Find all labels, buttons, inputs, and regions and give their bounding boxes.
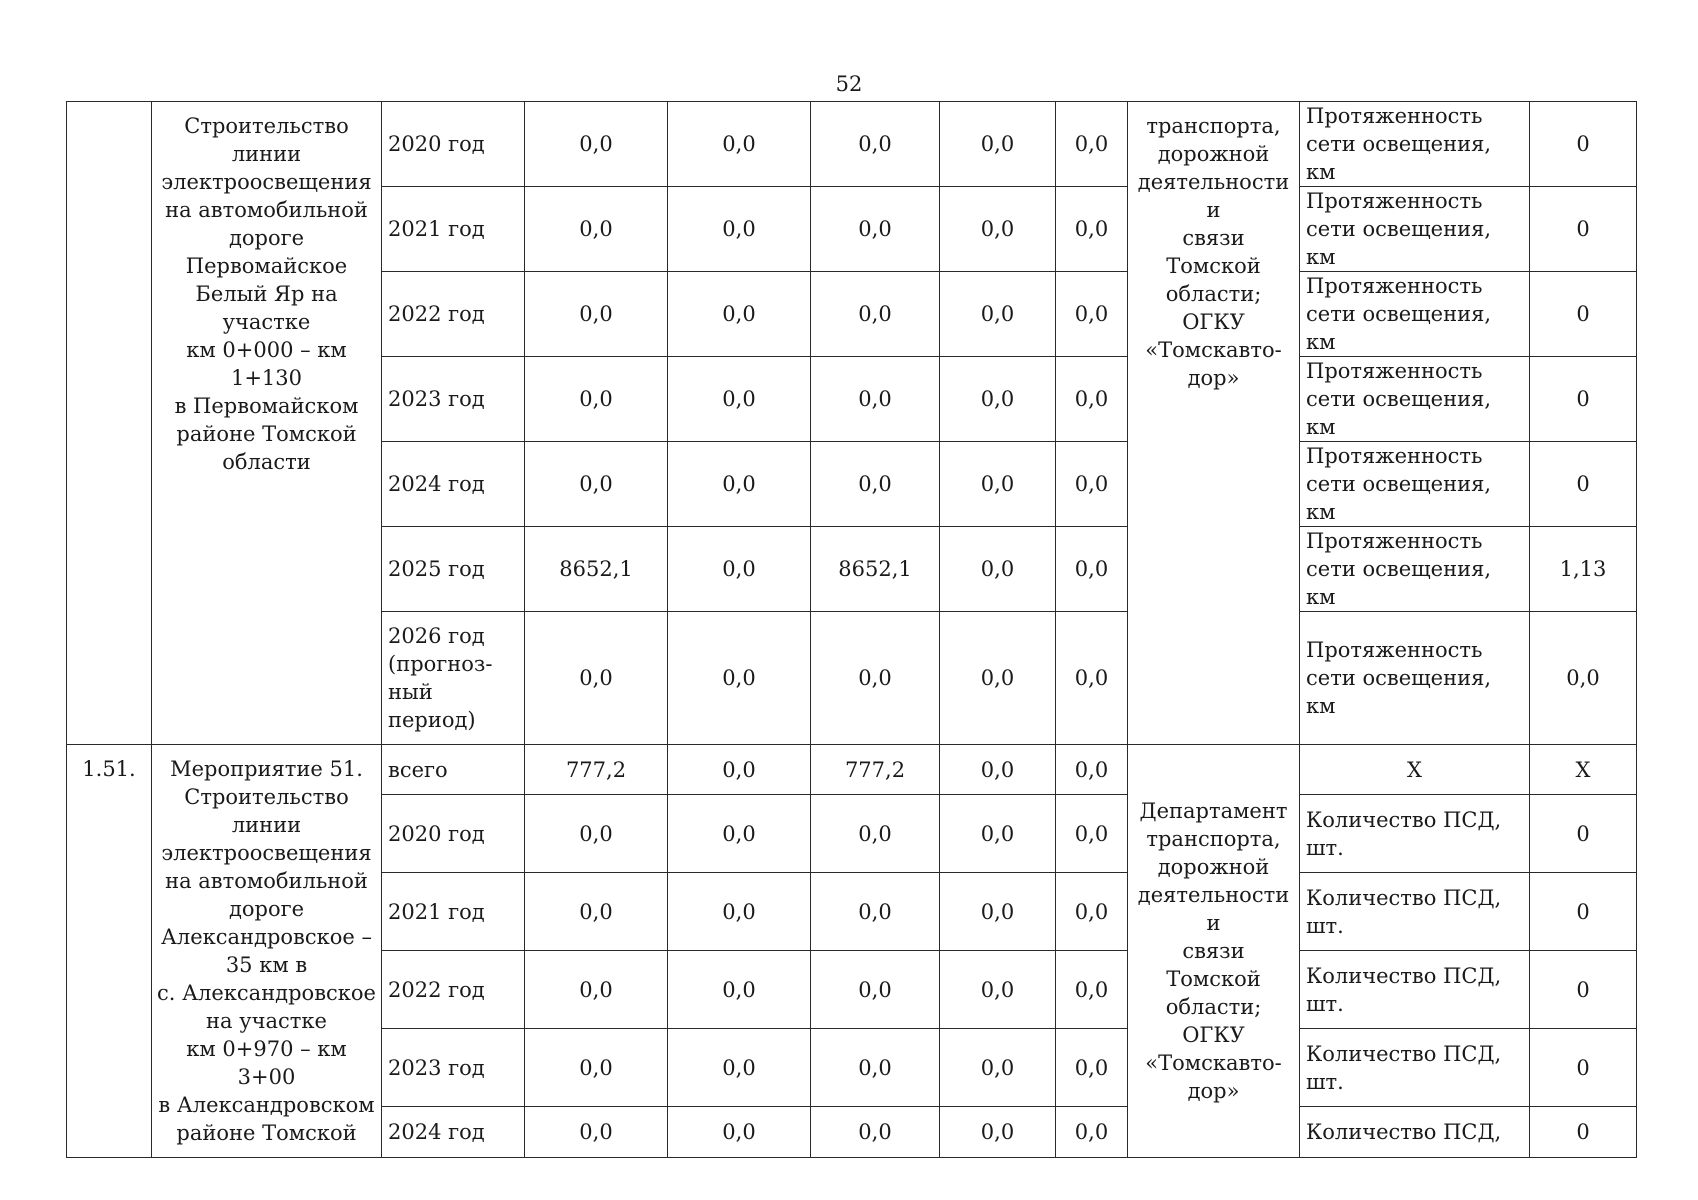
value-cell: 0,0: [525, 612, 668, 745]
executor-cell: транспорта, дорожной деятельности и связи Томской области; ОГКУ «Томскавто- дор»: [1128, 102, 1300, 745]
value-cell: 0,0: [668, 612, 811, 745]
value-cell: 0,0: [1056, 795, 1128, 873]
value-cell: 0,0: [811, 1107, 940, 1158]
year-cell: 2020 год: [382, 795, 525, 873]
year-cell: 2020 год: [382, 102, 525, 187]
value-cell: 0,0: [811, 272, 940, 357]
value-cell: 0,0: [525, 102, 668, 187]
indicator-value-cell: 0: [1530, 272, 1637, 357]
value-cell: 0,0: [1056, 527, 1128, 612]
value-cell: 0,0: [811, 187, 940, 272]
value-cell: 0,0: [668, 745, 811, 795]
year-cell: 2024 год: [382, 1107, 525, 1158]
value-cell: 0,0: [940, 951, 1056, 1029]
value-cell: 0,0: [940, 795, 1056, 873]
value-cell: 0,0: [1056, 1107, 1128, 1158]
measure-name-cell: Мероприятие 51. Строительство линии электроосвещения на автомобильной дороге Александровское – 35 км в с. Александровское на участке км 0+970 – км 3+00 в Александровском районе Томской: [152, 745, 382, 1158]
value-cell: 0,0: [668, 951, 811, 1029]
value-cell: 777,2: [811, 745, 940, 795]
value-cell: 0,0: [811, 612, 940, 745]
indicator-value-cell: 0,0: [1530, 612, 1637, 745]
indicator-cell: Протяженность сети освещения, км: [1300, 187, 1530, 272]
indicator-cell: Протяженность сети освещения, км: [1300, 357, 1530, 442]
value-cell: 0,0: [811, 442, 940, 527]
indicator-value-cell: 1,13: [1530, 527, 1637, 612]
indicator-cell: Количество ПСД, шт.: [1300, 1029, 1530, 1107]
indicator-cell: Количество ПСД, шт.: [1300, 795, 1530, 873]
year-cell: 2021 год: [382, 187, 525, 272]
measure-name-cell: Строительство линии электроосвещения на автомобильной дороге Первомайское Белый Яр на участке км 0+000 – км 1+130 в Первомайском районе Томской области: [152, 102, 382, 745]
program-table: [66, 101, 1637, 1158]
value-cell: 0,0: [1056, 357, 1128, 442]
value-cell: 0,0: [668, 102, 811, 187]
year-cell: 2023 год: [382, 357, 525, 442]
indicator-value-cell: 0: [1530, 1107, 1637, 1158]
value-cell: 8652,1: [525, 527, 668, 612]
value-cell: 0,0: [525, 272, 668, 357]
value-cell: 0,0: [940, 357, 1056, 442]
indicator-cell: Количество ПСД,: [1300, 1107, 1530, 1158]
value-cell: 0,0: [940, 873, 1056, 951]
value-cell: 0,0: [668, 1107, 811, 1158]
indicator-value-cell: 0: [1530, 873, 1637, 951]
value-cell: 0,0: [525, 357, 668, 442]
value-cell: 0,0: [811, 873, 940, 951]
indicator-value-cell: 0: [1530, 187, 1637, 272]
indicator-cell: Количество ПСД, шт.: [1300, 951, 1530, 1029]
year-cell: 2025 год: [382, 527, 525, 612]
value-cell: 0,0: [1056, 1029, 1128, 1107]
value-cell: 0,0: [525, 442, 668, 527]
indicator-cell: Протяженность сети освещения, км: [1300, 527, 1530, 612]
value-cell: 0,0: [940, 745, 1056, 795]
value-cell: 0,0: [940, 272, 1056, 357]
value-cell: 0,0: [668, 527, 811, 612]
value-cell: 0,0: [1056, 873, 1128, 951]
value-cell: 777,2: [525, 745, 668, 795]
value-cell: 0,0: [668, 1029, 811, 1107]
year-cell: всего: [382, 745, 525, 795]
table-row: [67, 745, 1637, 795]
value-cell: 0,0: [525, 951, 668, 1029]
value-cell: 0,0: [940, 102, 1056, 187]
indicator-cell: Протяженность сети освещения, км: [1300, 442, 1530, 527]
indicator-cell: Количество ПСД, шт.: [1300, 873, 1530, 951]
value-cell: 0,0: [525, 187, 668, 272]
page-number: 52: [835, 72, 863, 96]
indicator-value-cell: 0: [1530, 1029, 1637, 1107]
value-cell: 0,0: [940, 527, 1056, 612]
value-cell: 0,0: [525, 873, 668, 951]
year-cell: 2023 год: [382, 1029, 525, 1107]
value-cell: 0,0: [668, 357, 811, 442]
value-cell: 0,0: [940, 442, 1056, 527]
indicator-value-cell: 0: [1530, 951, 1637, 1029]
value-cell: 0,0: [940, 612, 1056, 745]
year-cell: 2022 год: [382, 951, 525, 1029]
value-cell: 0,0: [1056, 442, 1128, 527]
indicator-value-cell: 0: [1530, 102, 1637, 187]
year-cell: 2022 год: [382, 272, 525, 357]
value-cell: 0,0: [811, 357, 940, 442]
year-cell: 2024 год: [382, 442, 525, 527]
value-cell: 0,0: [668, 187, 811, 272]
value-cell: 0,0: [1056, 951, 1128, 1029]
value-cell: 0,0: [1056, 187, 1128, 272]
indicator-cell: Протяженность сети освещения, км: [1300, 102, 1530, 187]
value-cell: 0,0: [1056, 612, 1128, 745]
index-cell: [67, 102, 152, 745]
value-cell: 0,0: [525, 1029, 668, 1107]
indicator-value-cell: 0: [1530, 357, 1637, 442]
value-cell: 0,0: [811, 102, 940, 187]
indicator-value-cell: 0: [1530, 442, 1637, 527]
value-cell: 0,0: [525, 1107, 668, 1158]
executor-cell: Департамент транспорта, дорожной деятельности и связи Томской области; ОГКУ «Томскавто- дор»: [1128, 745, 1300, 1158]
value-cell: 0,0: [1056, 102, 1128, 187]
value-cell: 0,0: [811, 951, 940, 1029]
value-cell: 0,0: [668, 272, 811, 357]
indicator-cell: Протяженность сети освещения, км: [1300, 272, 1530, 357]
indicator-value-cell: X: [1530, 745, 1637, 795]
value-cell: 0,0: [940, 1107, 1056, 1158]
value-cell: 0,0: [940, 1029, 1056, 1107]
indicator-cell: X: [1300, 745, 1530, 795]
value-cell: 0,0: [525, 795, 668, 873]
value-cell: 0,0: [1056, 745, 1128, 795]
value-cell: 0,0: [1056, 272, 1128, 357]
value-cell: 0,0: [668, 795, 811, 873]
indicator-cell: Протяженность сети освещения, км: [1300, 612, 1530, 745]
value-cell: 0,0: [668, 442, 811, 527]
value-cell: 0,0: [940, 187, 1056, 272]
value-cell: 0,0: [668, 873, 811, 951]
table-row: [67, 102, 1637, 187]
value-cell: 8652,1: [811, 527, 940, 612]
year-cell: 2026 год (прогноз- ный период): [382, 612, 525, 745]
index-cell: 1.51.: [67, 745, 152, 1158]
year-cell: 2021 год: [382, 873, 525, 951]
value-cell: 0,0: [811, 1029, 940, 1107]
value-cell: 0,0: [811, 795, 940, 873]
indicator-value-cell: 0: [1530, 795, 1637, 873]
